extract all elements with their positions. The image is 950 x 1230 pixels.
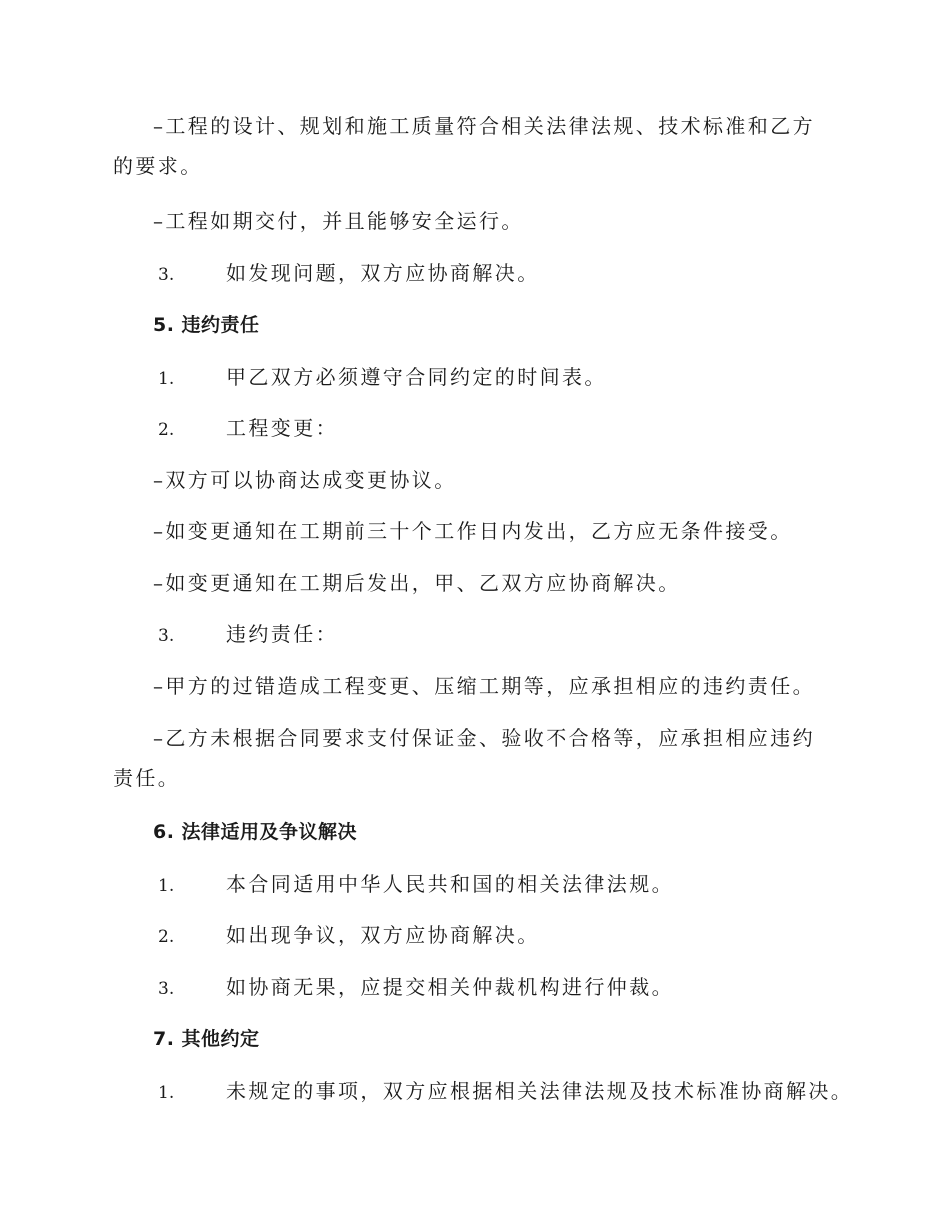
numbered-item bbox=[158, 915, 878, 957]
item-text: 未规定的事项，双方应根据相关法律法规及技术标准协商解决。 bbox=[226, 1079, 854, 1103]
item-text: 本合同适用中华人民共和国的相关法律法规。 bbox=[226, 872, 674, 896]
section-heading: 6. 法律适用及争议解决 bbox=[153, 821, 358, 843]
item-number: 3. bbox=[158, 626, 175, 646]
item-text: 如出现争议，双方应协商解决。 bbox=[226, 923, 540, 947]
numbered-item bbox=[158, 614, 878, 656]
item-text: 违约责任： bbox=[226, 622, 338, 646]
item-text: 如协商无果，应提交相关仲裁机构进行仲裁。 bbox=[226, 975, 674, 999]
section-heading: 5. 违约责任 bbox=[153, 314, 260, 336]
item-number: 2. bbox=[158, 420, 175, 440]
bullet-paragraph: –工程的设计、规划和施工质量符合相关法律法规、技术标准和乙方的要求。 bbox=[113, 114, 815, 178]
bullet-line: –如变更通知在工期前三十个工作日内发出，乙方应无条件接受。 bbox=[153, 519, 793, 543]
item-number: 2. bbox=[158, 927, 175, 947]
item-text: 如发现问题，双方应协商解决。 bbox=[226, 261, 540, 285]
item-number: 1. bbox=[158, 369, 175, 389]
numbered-item bbox=[158, 357, 878, 399]
item-number: 1. bbox=[158, 1083, 175, 1103]
bullet-line: –工程如期交付，并且能够安全运行。 bbox=[153, 209, 524, 233]
bullet-paragraph: –乙方未根据合同要求支付保证金、验收不合格等，应承担相应违约责任。 bbox=[113, 726, 815, 790]
item-text: 工程变更： bbox=[226, 416, 338, 440]
item-number: 3. bbox=[158, 979, 175, 999]
item-text: 甲乙双方必须遵守合同约定的时间表。 bbox=[226, 365, 607, 389]
bullet-line: –双方可以协商达成变更协议。 bbox=[153, 468, 457, 492]
numbered-item bbox=[158, 864, 878, 906]
numbered-item bbox=[158, 408, 878, 450]
bullet-line: –如变更通知在工期后发出，甲、乙双方应协商解决。 bbox=[153, 571, 681, 595]
item-number: 3. bbox=[158, 265, 175, 285]
item-number: 1. bbox=[158, 876, 175, 896]
bullet-line: –甲方的过错造成工程变更、压缩工期等，应承担相应的违约责任。 bbox=[153, 674, 815, 698]
section-heading: 7. 其他约定 bbox=[153, 1028, 260, 1050]
numbered-item bbox=[158, 1071, 878, 1113]
numbered-item bbox=[158, 967, 878, 1009]
numbered-item bbox=[158, 253, 878, 295]
